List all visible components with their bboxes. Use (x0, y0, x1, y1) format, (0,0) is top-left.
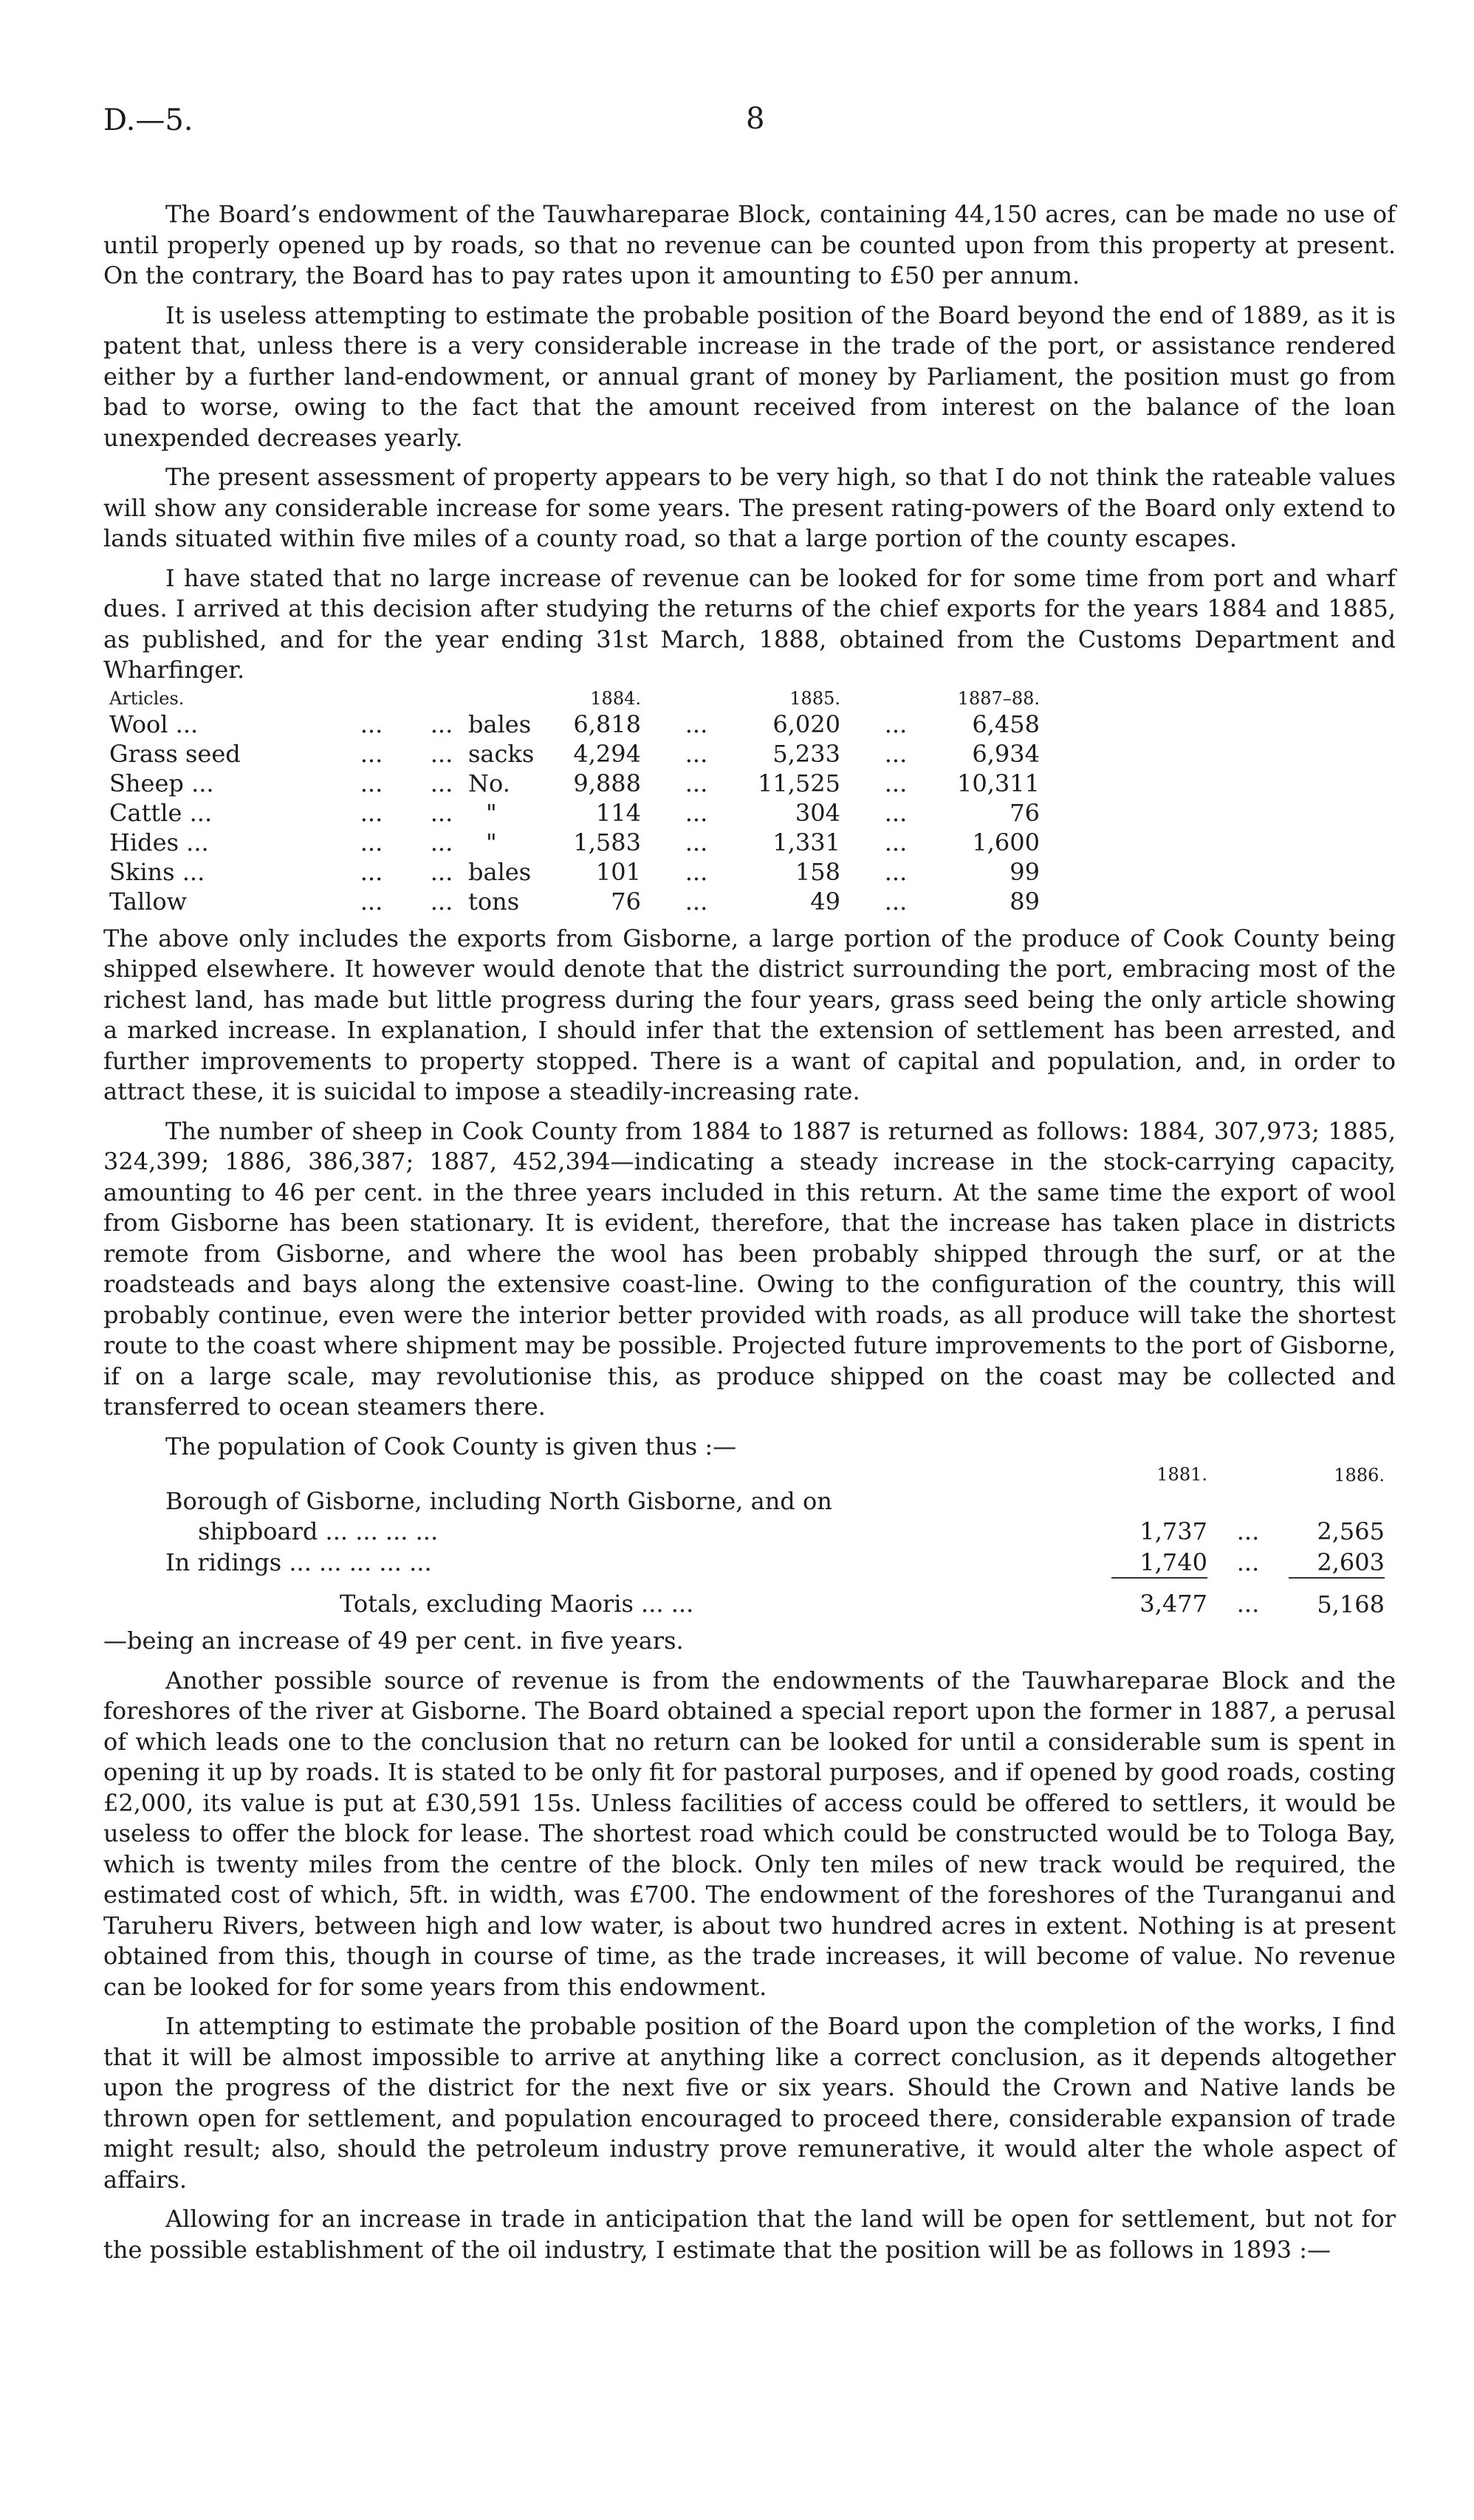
table-row (103, 887, 1040, 916)
leader-dots: ... (884, 739, 908, 768)
row-value-1884: 9,888 (573, 769, 641, 797)
row-value-1885: 5,233 (772, 739, 840, 768)
row-unit: tons (468, 887, 520, 916)
row-value-1887: 6,934 (972, 739, 1040, 768)
row-value-1885: 304 (795, 798, 840, 827)
leader-dots: ... (884, 798, 908, 827)
exports-table (103, 687, 1040, 916)
row-label: Borough of Gisborne, including North Gisborne, and on (165, 1487, 832, 1515)
paragraph-revenue: I have stated that no large increase of revenue can be looked for for some time from port and wharf dues. I arrived at this decision after studying the returns of the chief exports for the years 1884 and 1885, as published, and for the year ending 31st March, 1888, obtained from the Customs Department and Wharfinger. (103, 563, 1396, 684)
row-article: Grass seed (109, 739, 241, 768)
row-value-1887: 89 (1009, 887, 1040, 916)
row-article: Wool ... (109, 710, 199, 738)
paragraph-estimate: It is useless attempting to estimate the probable position of the Board beyond the end of 1889, as it is patent that, unless there is a very considerable increase in the trade of the port, or assistance rendered either by a further land-endowment, or annual grant of money by Parliament, the position must go from bad to worse, owing to the fact that the amount received from interest on the balance of the loan unexpended decreases yearly. (103, 301, 1396, 452)
leader-dots: ... (360, 887, 383, 916)
row-value-1884: 4,294 (573, 739, 641, 768)
col-1884: 1884. (590, 687, 641, 709)
leader-dots: ... (360, 857, 383, 886)
row-value-1887: 10,311 (957, 769, 1040, 797)
paragraph-endowment: The Board’s endowment of the Tauwhareparae Block, containing 44,150 acres, can be made no use of until properly opened up by roads, so that no revenue can be counted upon from this property at present. On the contrary, the Board has to pay rates upon it amounting to £50 per annum. (103, 200, 1396, 289)
leader-dots: ... (884, 710, 908, 738)
row-label: In ridings ... ... ... ... ... (165, 1548, 432, 1576)
leader-dots: ... (430, 887, 453, 916)
row-value-1885: 11,525 (758, 769, 840, 797)
row-value-1884: 114 (595, 798, 641, 827)
leader-dots: ... (360, 739, 383, 768)
leader-dots: ... (1236, 1548, 1260, 1576)
paragraph-sheep: The number of sheep in Cook County from 1884 to 1887 is returned as follows: 1884, 307,973; 1885, 324,399; 1886, 386,387; 1887, 452,394—indicating a steady increase in the stock-carrying capacity, amounting to 46 per cent. in the three years included in this return. At the same time the export of wool from Gisborne has been stationary. It is evident, therefore, that the increase has taken place in districts remote from Gisborne, and where the wool has been probably shipped through the surf, or at the roadsteads and bays along the extensive coast-line. Owing to the configuration of the country, this will probably continue, even were the interior better provided with roads, as all produce will take the shortest route to the coast where shipment may be possible. Projected future improvements to the port of Gisborne, if on a large scale, may revolutionise this, as produce shipped on the coast may be collected and transferred to ocean steamers there. (103, 1116, 1396, 1421)
table-row (103, 1486, 1385, 1516)
table-row (103, 857, 1040, 887)
paragraph-endowments-revenue: Another possible source of revenue is from the endowments of the Tauwhareparae Block and the foreshores of the river at Gisborne. The Board obtained a special report upon the former in 1887, a perusal of which leads one to the conclusion that no return can be looked for until a considerable sum is spent in opening it up by roads. It is stated to be only fit for pastoral purposes, and if opened by good roads, costing £2,000, its value is put at £30,591 15s. Unless facilities of access could be offered to settlers, it would be useless to offer the block for lease. The shortest road which could be constructed would be to Tologa Bay, which is twenty miles from the centre of the block. Only ten miles of new track would be required, the estimated cost of which, 5ft. in width, was £700. The endowment of the foreshores of the Turanganui and Taruheru Rivers, between high and low water, is about two hundred acres in extent. Nothing is at present obtained from this, though in course of time, as the trade increases, it will become of value. No revenue can be looked for for some years from this endowment. (103, 1666, 1396, 2001)
leader-dots: ... (430, 739, 453, 768)
row-value-1885: 49 (810, 887, 840, 916)
row-value-1884: 76 (611, 887, 641, 916)
table-row (103, 798, 1040, 828)
totals-value-1886: 5,168 (1317, 1590, 1385, 1618)
table-row (103, 710, 1040, 739)
row-unit: bales (468, 710, 532, 738)
paragraph-probable-position: In attempting to estimate the probable position of the Board upon the completion of the works, I find that it will be almost impossible to arrive at anything like a correct conclusion, as it depends altogether upon the progress of the district for the next five or six years. Should the Crown and Native lands be thrown open for settlement, and population encouraged to proceed there, considerable expansion of trade might result; also, should the petroleum industry prove remunerative, it would alter the whole aspect of affairs. (103, 2012, 1396, 2194)
row-article: Tallow (109, 887, 188, 916)
row-unit: " (486, 798, 497, 827)
paragraph-population-intro: The population of Cook County is given thus :— (165, 1432, 737, 1460)
paragraph-estimate-1893: Allowing for an increase in trade in anticipation that the land will be open for settlement, but not for the possible establishment of the oil industry, I estimate that the position will be as follows in 1893 :— (103, 2205, 1396, 2264)
col-1886: 1886. (1334, 1464, 1385, 1486)
leader-dots: ... (1236, 1590, 1260, 1618)
row-value-1881: 1,737 (1139, 1517, 1207, 1545)
row-value-1886: 2,565 (1317, 1517, 1385, 1545)
leader-dots: ... (685, 857, 708, 886)
table-row (103, 769, 1040, 798)
row-value-1884: 101 (595, 857, 641, 886)
col-articles: Articles. (109, 687, 185, 709)
row-value-1885: 158 (795, 857, 840, 886)
leader-dots: ... (1236, 1517, 1260, 1545)
leader-dots: ... (685, 769, 708, 797)
leader-dots: ... (884, 769, 908, 797)
row-label: shipboard ... ... ... ... (198, 1517, 439, 1545)
col-1881: 1881. (1156, 1464, 1207, 1485)
leader-dots (1207, 1486, 1289, 1516)
page-header (103, 89, 1396, 148)
leader-dots: ... (430, 857, 453, 886)
leader-dots: ... (430, 828, 453, 856)
row-unit: sacks (468, 739, 535, 768)
row-value-1887: 6,458 (972, 710, 1040, 738)
row-value-1885: 6,020 (772, 710, 840, 738)
row-article: Hides ... (109, 828, 209, 856)
leader-dots: ... (360, 710, 383, 738)
row-value-1884: 6,818 (573, 710, 641, 738)
row-value-1887: 76 (1009, 798, 1040, 827)
paragraph-assessment: The present assessment of property appears to be very high, so that I do not think the rateable values will show any considerable increase for some years. The present rating-powers of the Board only extend to lands situated within five miles of a county road, so that a large portion of the county escapes. (103, 463, 1396, 552)
row-value-1886 (1289, 1486, 1385, 1516)
row-unit: " (486, 828, 497, 856)
row-value-1881 (1111, 1486, 1207, 1516)
leader-dots: ... (430, 798, 453, 827)
row-value-1887: 1,600 (972, 828, 1040, 856)
row-article: Sheep ... (109, 769, 214, 797)
document-page (103, 89, 1396, 2265)
paragraph-population-increase: —being an increase of 49 per cent. in five years. (103, 1627, 684, 1655)
totals-row (103, 1578, 1385, 1619)
leader-dots: ... (884, 828, 908, 856)
table-row (103, 739, 1040, 769)
table-row (103, 1516, 1385, 1547)
population-table (103, 1463, 1385, 1620)
leader-dots: ... (430, 710, 453, 738)
leader-dots: ... (685, 887, 708, 916)
row-value-1881: 1,740 (1111, 1547, 1207, 1578)
totals-value-1881: 3,477 (1139, 1590, 1207, 1618)
paragraph-exports-note: The above only includes the exports from Gisborne, a large portion of the produce of Cook County being shipped elsewhere. It however would denote that the district surrounding the port, embracing most of the richest land, has made but little progress during the four years, grass seed being the only article showing a marked increase. In explanation, I should infer that the extension of settlement has been arrested, and further improvements to property stopped. There is a want of capital and population, and, in order to attract these, it is suicidal to impose a steadily-increasing rate. (103, 924, 1396, 1105)
leader-dots: ... (685, 828, 708, 856)
population-table-header (103, 1463, 1385, 1486)
col-1885: 1885. (789, 687, 840, 709)
leader-dots: ... (685, 710, 708, 738)
row-value-1886: 2,603 (1289, 1547, 1385, 1578)
page-number: 8 (746, 102, 765, 136)
leader-dots: ... (360, 828, 383, 856)
row-unit: bales (468, 857, 532, 886)
row-unit: No. (468, 769, 510, 797)
totals-label: Totals, excluding Maoris ... ... (340, 1590, 694, 1618)
leader-dots: ... (360, 798, 383, 827)
leader-dots: ... (884, 887, 908, 916)
leader-dots: ... (430, 769, 453, 797)
row-article: Cattle ... (109, 798, 213, 827)
col-1887: 1887–88. (957, 687, 1040, 709)
row-value-1887: 99 (1009, 857, 1040, 886)
leader-dots: ... (360, 769, 383, 797)
leader-dots: ... (884, 857, 908, 886)
row-value-1884: 1,583 (573, 828, 641, 856)
exports-table-header (103, 687, 1040, 710)
row-article: Skins ... (109, 857, 205, 886)
leader-dots: ... (685, 798, 708, 827)
table-row (103, 828, 1040, 857)
leader-dots: ... (685, 739, 708, 768)
table-row (103, 1547, 1385, 1578)
row-value-1885: 1,331 (772, 828, 840, 856)
document-code: D.—5. (103, 103, 193, 137)
